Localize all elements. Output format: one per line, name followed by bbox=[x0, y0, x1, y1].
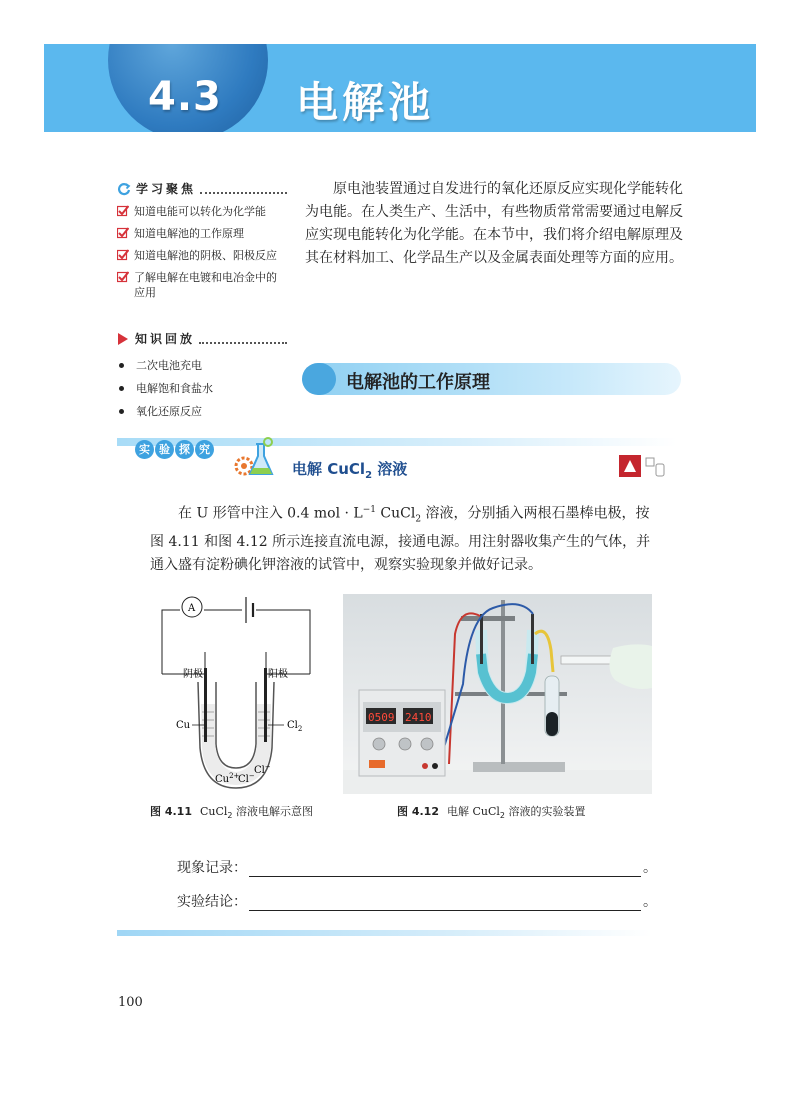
cu-ion-text: Cu bbox=[215, 774, 230, 785]
review-item-text: 二次电池充电 bbox=[136, 359, 202, 372]
cl-ion-text: Cl bbox=[238, 774, 249, 785]
checkbox-check-icon bbox=[117, 271, 129, 283]
knob bbox=[373, 738, 385, 750]
caption-number: 图 4.12 bbox=[397, 805, 439, 818]
cl-ion-label bbox=[238, 772, 255, 785]
conclusion-label: 实验结论： bbox=[177, 894, 247, 910]
cycle-icon bbox=[117, 182, 131, 196]
bullet-dot bbox=[119, 409, 124, 414]
subscript: 2 bbox=[415, 514, 422, 525]
focus-item-text: 知道电能可以转化为化学能 bbox=[134, 205, 266, 218]
voltage-display: 0509 bbox=[368, 711, 395, 724]
phenomenon-blank-line[interactable] bbox=[249, 860, 641, 877]
cl-ion-label bbox=[254, 763, 271, 776]
test-tube-liquid bbox=[546, 712, 558, 736]
review-item bbox=[117, 358, 287, 373]
cl2-text: Cl bbox=[287, 720, 298, 731]
figure-4-12-caption bbox=[397, 803, 586, 820]
experiment-title bbox=[292, 458, 407, 481]
focus-item bbox=[117, 204, 287, 219]
play-triangle-icon bbox=[117, 332, 129, 346]
current-display: 2410 bbox=[405, 711, 432, 724]
section-number: 4.3 bbox=[148, 74, 222, 120]
learning-focus-heading bbox=[117, 180, 287, 197]
ammeter-label: A bbox=[188, 603, 196, 614]
terminal-red bbox=[422, 763, 428, 769]
cu-text: Cu bbox=[176, 720, 191, 731]
phenomenon-label: 现象记录： bbox=[177, 860, 247, 876]
caption-number: 图 4.11 bbox=[150, 805, 192, 818]
lab-flask-gear-icon bbox=[230, 436, 280, 480]
power-switch bbox=[369, 760, 385, 768]
page-number: 100 bbox=[118, 995, 143, 1010]
subsection-title: 电解池的工作原理 bbox=[346, 372, 490, 393]
photo-electrode-right bbox=[531, 614, 534, 664]
cathode-rod bbox=[204, 668, 207, 742]
focus-item-text: 知道电解池的阴极、阳极反应 bbox=[134, 249, 277, 262]
intro-paragraph: 原电池装置通过自发进行的氧化还原反应实现化学能转化为电能。在人类生产、生活中，有些物质常常需要通过电解反应实现电能转化为化学能。在本节中，我们将介绍电解原理及其在材料加工、化学品生产以及金属表面处理等方面的应用。 bbox=[305, 181, 683, 266]
anode-label: 阳极 bbox=[268, 669, 288, 680]
syringe bbox=[561, 656, 613, 664]
electrolysis-schematic-diagram bbox=[150, 592, 330, 792]
superscript: − bbox=[264, 763, 271, 771]
knowledge-review-heading bbox=[117, 330, 287, 347]
checkbox-check-icon bbox=[117, 205, 129, 217]
review-item bbox=[117, 381, 287, 396]
learning-focus-box bbox=[117, 180, 287, 300]
review-item-text: 氧化还原反应 bbox=[136, 405, 202, 418]
instruction-text: 溶液，分别插入两根石墨棒电极，按图 4.11 和图 4.12 所示连接直流电源，接通电源。用注射器收集产生的气体，并通入盛有淀粉碘化钾溶液的试管中，观察实验现象并做好记录。 bbox=[150, 505, 651, 574]
focus-item bbox=[117, 226, 287, 241]
knowledge-review-title: 知识回放 bbox=[135, 332, 196, 346]
experiment-apparatus-photo bbox=[343, 594, 652, 794]
photo-electrode-left bbox=[480, 614, 483, 664]
experiment-tag-char: 究 bbox=[195, 440, 214, 459]
experiment-tag-char: 实 bbox=[135, 440, 154, 459]
checkbox-check-icon bbox=[117, 249, 129, 261]
superscript: −1 bbox=[362, 505, 376, 515]
phenomenon-record-row bbox=[177, 857, 657, 877]
terminal-black bbox=[432, 763, 438, 769]
focus-item bbox=[117, 248, 287, 263]
superscript: 2+ bbox=[229, 772, 240, 780]
cl-ion-text: Cl bbox=[254, 765, 265, 776]
superscript: − bbox=[248, 772, 255, 780]
period-mark: 。 bbox=[643, 860, 657, 876]
section-title: 电解池 bbox=[296, 78, 435, 127]
checkbox-check-icon bbox=[117, 227, 129, 239]
figure-4-11-caption bbox=[150, 803, 313, 820]
focus-item bbox=[117, 270, 287, 300]
instruction-text: CuCl bbox=[375, 505, 416, 522]
period-mark: 。 bbox=[643, 894, 657, 910]
caption-text: 电解 CuCl bbox=[446, 805, 500, 818]
instruction-text: 在 U 形管中注入 0.4 mol · L bbox=[178, 505, 363, 522]
subscript: 2 bbox=[365, 470, 373, 481]
clamp-arm bbox=[461, 616, 515, 621]
conclusion-record-row bbox=[177, 891, 657, 911]
subsection-heading bbox=[304, 363, 681, 395]
subscript: 2 bbox=[297, 725, 303, 733]
knowledge-review-box bbox=[117, 330, 287, 419]
anode-rod bbox=[264, 668, 267, 742]
review-item-text: 电解饱和食盐水 bbox=[136, 382, 213, 395]
subscript: 2 bbox=[499, 811, 506, 821]
cl2-label bbox=[287, 720, 302, 733]
focus-item-text: 知道电解池的工作原理 bbox=[134, 227, 244, 240]
experiment-title-text: 电解 CuCl bbox=[292, 460, 366, 478]
section-end-divider bbox=[117, 930, 652, 936]
bullet-dot bbox=[119, 363, 124, 368]
caption-text: 溶液的实验装置 bbox=[505, 805, 586, 818]
experiment-tag-char: 探 bbox=[175, 440, 194, 459]
knob bbox=[399, 738, 411, 750]
conclusion-blank-line[interactable] bbox=[249, 894, 641, 911]
subscript: 2 bbox=[227, 811, 233, 821]
caption-text: CuCl bbox=[199, 805, 228, 818]
bullet-dot bbox=[119, 386, 124, 391]
experiment-title-text: 溶液 bbox=[372, 460, 408, 478]
experiment-tag-char: 验 bbox=[155, 440, 174, 459]
caption-text: 溶液电解示意图 bbox=[232, 805, 314, 818]
review-item bbox=[117, 404, 287, 419]
stand-rod bbox=[501, 600, 505, 764]
cu-label bbox=[176, 720, 191, 731]
stand-base bbox=[473, 762, 565, 772]
experiment-instructions bbox=[150, 499, 655, 577]
u-tube-inner bbox=[216, 682, 256, 768]
focus-item-text: 了解电解在电镀和电冶金中的应用 bbox=[134, 271, 277, 299]
cathode-label: 阴极 bbox=[183, 669, 203, 680]
subsection-heading-accent bbox=[302, 363, 336, 395]
knob bbox=[421, 738, 433, 750]
learning-focus-title: 学习聚焦 bbox=[136, 182, 197, 196]
safety-warning-icon bbox=[618, 454, 670, 478]
